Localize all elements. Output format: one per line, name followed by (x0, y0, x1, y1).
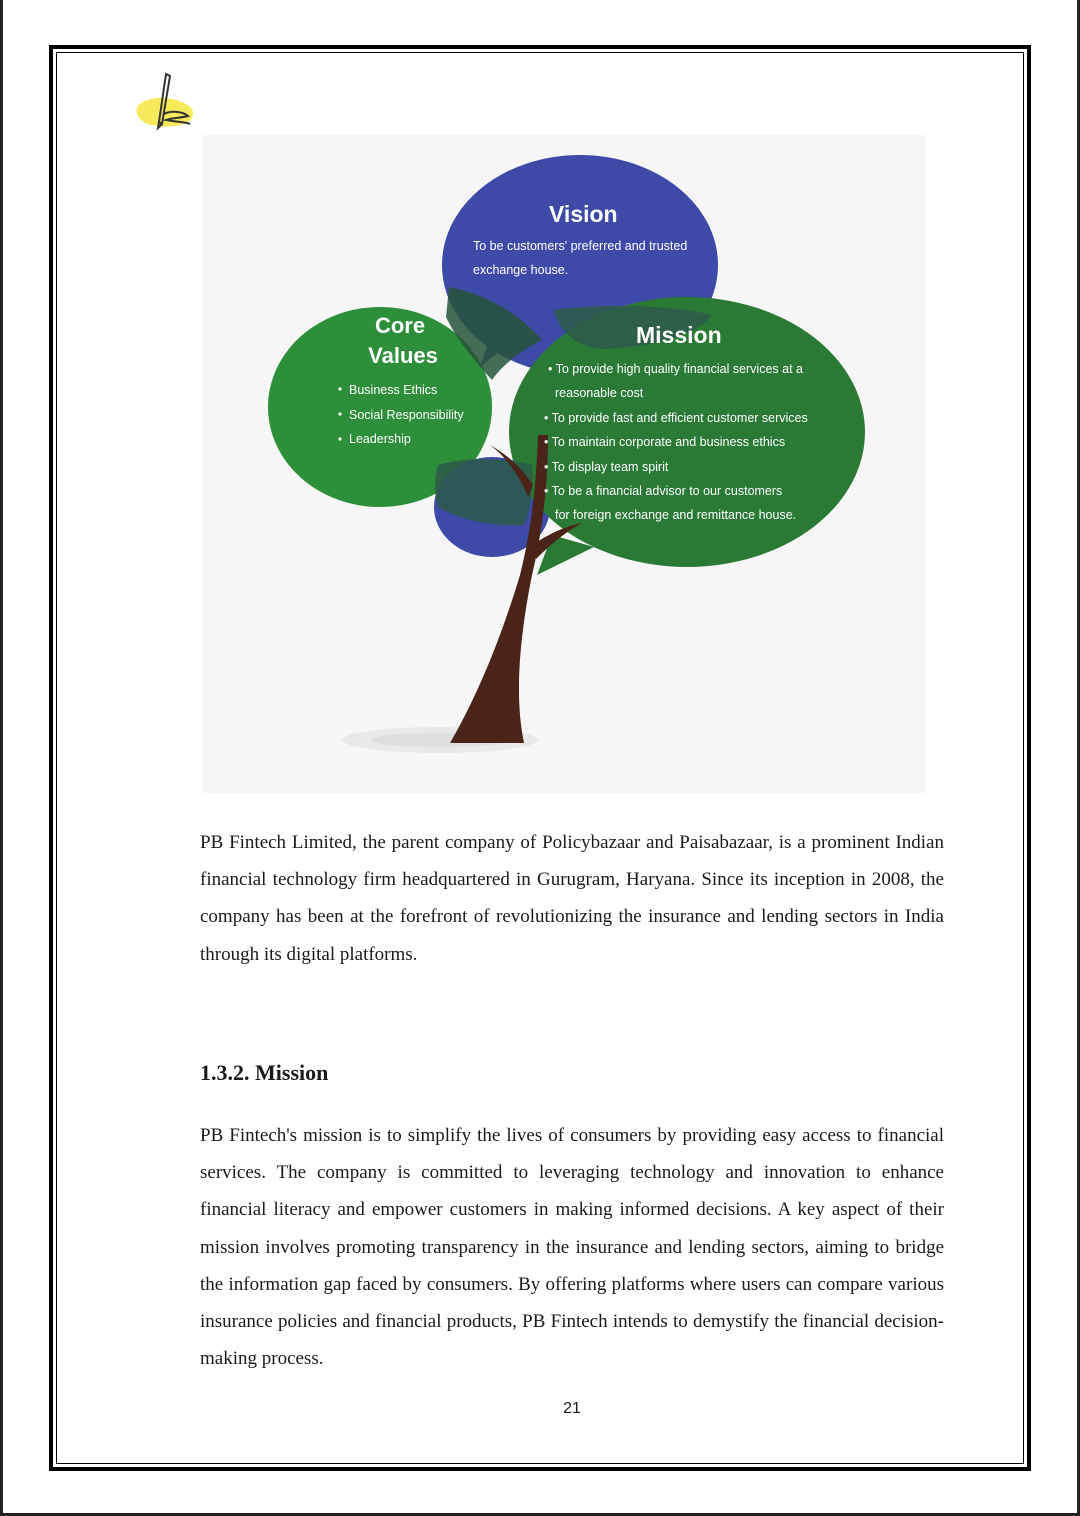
mission-paragraph: PB Fintech's mission is to simplify the lives of consumers by providing easy access to financial services. The company is committed to leveraging technology and innovation to enhance financial literacy and empower customers in making informed decisions. A key aspect of their mission involves promoting transparency in the insurance and lending sectors, aiming to bridge the information gap faced by consumers. By offering platforms where users can compare various insurance policies and financial products, PB Fintech intends to demystify the financial decision-making process. (200, 1125, 944, 1370)
core-values-title-line1: Core (374, 313, 426, 338)
mission-text-line: • To maintain corporate and business ethics (544, 435, 786, 449)
vision-text-line: exchange house. (473, 263, 569, 277)
mission-text-line: for foreign exchange and remittance house. (555, 508, 797, 522)
core-values-title-line2: Values (368, 343, 438, 368)
mission-text-line: • To display team spirit (544, 460, 669, 474)
mission-text-line: • To be a financial advisor to our customers (544, 484, 783, 498)
pen-logo-icon (132, 68, 206, 134)
core-value-item: Social Responsibility (349, 408, 464, 422)
vision-mission-values-tree-figure (202, 135, 926, 793)
mission-text-line: • To provide high quality financial services at a (548, 362, 803, 376)
intro-paragraph: PB Fintech Limited, the parent company of Policybazaar and Paisabazaar, is a prominent Indian financial technology firm headquartered in Gurugram, Haryana. Since its inception in 2008, the company has been at the forefront of revolutionizing the insurance and lending sectors in India through its digital platforms. (200, 832, 944, 965)
page-number: 21 (563, 1400, 581, 1417)
vision-text-line: To be customers' preferred and trusted (473, 239, 688, 253)
section-heading: 1.3.2. Mission (200, 1060, 329, 1085)
vision-title: Vision (549, 201, 618, 227)
mission-text-line: reasonable cost (555, 386, 644, 400)
mission-text-line: • To provide fast and efficient customer services (544, 411, 808, 425)
mission-title: Mission (636, 322, 722, 348)
core-value-item: Leadership (349, 432, 411, 446)
core-value-item: Business Ethics (349, 383, 438, 397)
